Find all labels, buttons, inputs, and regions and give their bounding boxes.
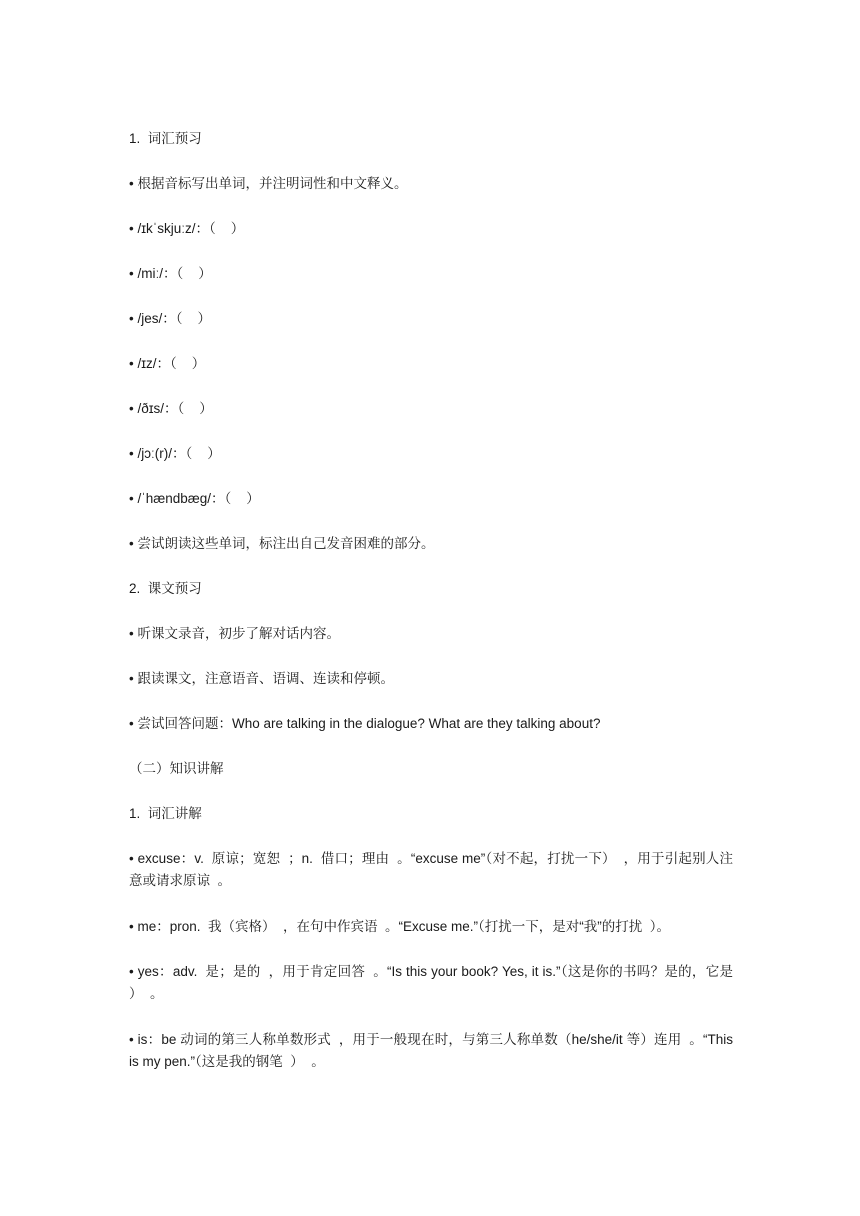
list-item: • /miː/：（ ）: [129, 266, 212, 281]
list-item: • /jɔː(r)/：（ ）: [129, 446, 221, 461]
section-heading-vocabulary-explanation: 1. 词汇讲解: [129, 806, 202, 821]
list-item: • /ɪz/：（ ）: [129, 356, 206, 371]
list-item: • /ɪkˈskjuːz/：（ ）: [129, 221, 245, 236]
section-heading-text-preview: 2. 课文预习: [129, 581, 202, 596]
list-item: • /ˈhændbæɡ/：（ ）: [129, 491, 260, 506]
list-item: • 尝试朗读这些单词，标注出自己发音困难的部分。: [129, 536, 435, 551]
list-item: • 根据音标写出单词，并注明词性和中文释义。: [129, 176, 408, 191]
list-item: • excuse：v. 原谅；宽恕 ；n. 借口；理由 。“excuse me”（对不起，打扰一下） ，用于引起别人注意或请求原谅 。: [129, 851, 733, 888]
list-item: • yes：adv. 是；是的 ，用于肯定回答 。“Is this your book? Yes, it is.”（这是你的书吗？是的，它是 ） 。: [129, 964, 741, 1001]
list-item: • 跟读课文，注意语音、语调、连读和停顿。: [129, 671, 394, 686]
list-item: • /ðɪs/：（ ）: [129, 401, 213, 416]
section-heading-vocabulary-preview: 1. 词汇预习: [129, 131, 202, 146]
section-heading-knowledge-explanation: （二）知识讲解: [129, 761, 224, 776]
list-item: • 尝试回答问题：Who are talking in the dialogue? What are they talking about?: [129, 716, 601, 731]
document-body: [129, 128, 741, 1097]
list-item: • is：be 动词的第三人称单数形式 ，用于一般现在时，与第三人称单数（he/she/it 等）连用 。“This is my pen.”（这是我的钢笔 ） 。: [129, 1032, 737, 1069]
list-item: • me：pron. 我（宾格） ，在句中作宾语 。“Excuse me.”（打扰一下，是对“我”的打扰 ）。: [129, 919, 671, 934]
list-item: • /jes/：（ ）: [129, 311, 211, 326]
list-item: • 听课文录音，初步了解对话内容。: [129, 626, 340, 641]
